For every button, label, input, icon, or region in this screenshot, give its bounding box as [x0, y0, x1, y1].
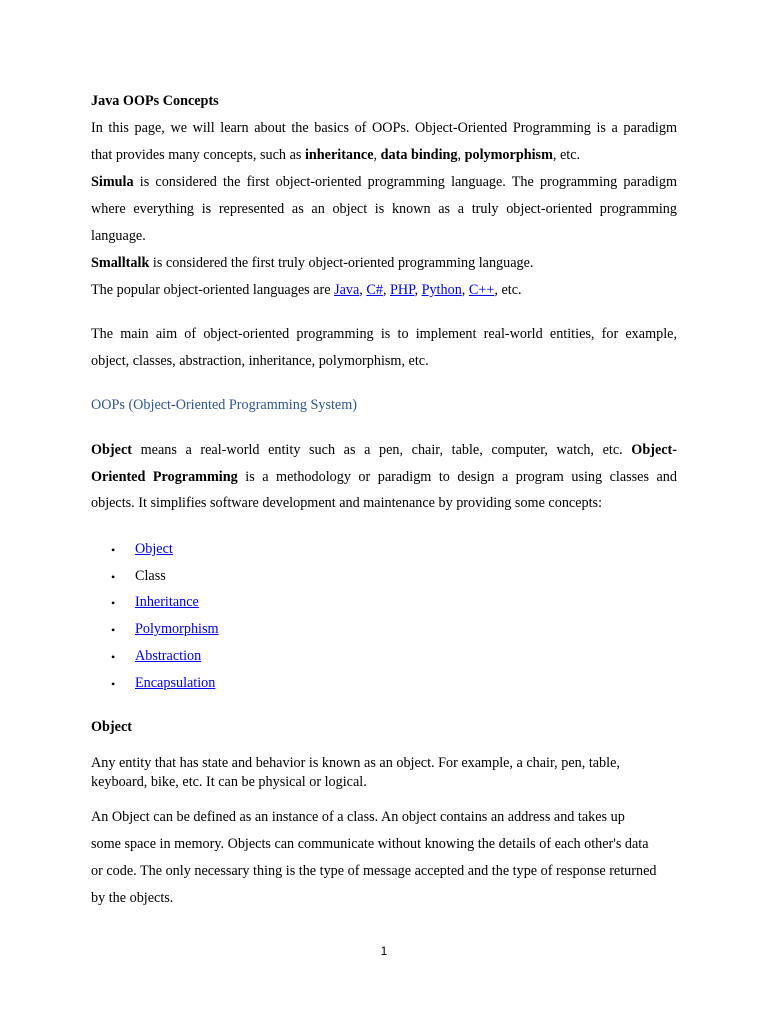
term-inheritance: inheritance [304, 147, 374, 163]
link-encapsulation[interactable]: Encapsulation [135, 675, 216, 691]
link-csharp[interactable]: C# [366, 282, 383, 298]
link-inheritance[interactable]: Inheritance [135, 594, 199, 610]
instance-line-3: or code. The only necessary thing is the type of message accepted and the type of response returned [91, 863, 657, 879]
entity-line-2: keyboard, bike, etc. It can be physical or logical. [91, 774, 367, 790]
link-polymorphism[interactable]: Polymorphism [135, 621, 219, 637]
bullet-icon: • [111, 570, 116, 584]
oops-heading: OOPs (Object-Oriented Programming System) [91, 397, 357, 413]
entity-line-1: Any entity that has state and behavior is known as an object. For example, a chair, pen, table, [91, 755, 620, 771]
bullet-icon: • [111, 677, 116, 691]
link-java[interactable]: Java [334, 282, 360, 298]
term-polymorphism: polymorphism [464, 147, 553, 163]
intro-line-2: that provides many concepts, such as inheritance, data binding, polymorphism, etc. [91, 147, 581, 163]
link-python[interactable]: Python [421, 282, 462, 298]
popular-languages-line: The popular object-oriented languages are Java, C#, PHP, Python, C++, etc. [91, 282, 522, 298]
list-item-class: Class [135, 568, 166, 584]
bullet-icon: • [111, 596, 116, 610]
main-aim-line-1: The main aim of object-oriented programming is to implement real-world entities, for example, [91, 326, 677, 342]
instance-line-4: by the objects. [91, 890, 174, 906]
smalltalk-line: Smalltalk is considered the first truly object-oriented programming language. [91, 255, 534, 271]
link-object[interactable]: Object [135, 541, 173, 557]
simula-line-3: language. [91, 228, 146, 244]
bullet-icon: • [111, 623, 116, 637]
link-cpp[interactable]: C++ [468, 282, 495, 298]
main-aim-line-2: object, classes, abstraction, inheritance, polymorphism, etc. [91, 353, 429, 369]
link-php[interactable]: PHP [390, 282, 415, 298]
bullet-icon: • [111, 543, 116, 557]
term-data-binding: data binding [380, 147, 458, 163]
bullet-icon: • [111, 650, 116, 664]
object-heading: Object [91, 719, 132, 735]
document-title: Java OOPs Concepts [91, 93, 219, 109]
object-para-line-1: Object means a real-world entity such as a pen, chair, table, computer, watch, etc. Object- [91, 442, 677, 458]
object-para-line-2: Oriented Programming is a methodology or paradigm to design a program using classes and [91, 469, 677, 485]
intro-line-1: In this page, we will learn about the basics of OOPs. Object-Oriented Programming is a paradigm [91, 120, 677, 136]
simula-line-2: where everything is represented as an object is known as a truly object-oriented programming [91, 201, 677, 217]
simula-line-1: Simula is considered the first object-oriented programming language. The programming paradigm [91, 174, 677, 190]
page-number: 1 [380, 944, 388, 958]
instance-line-1: An Object can be defined as an instance of a class. An object contains an address and takes up [91, 809, 625, 825]
link-abstraction[interactable]: Abstraction [135, 648, 202, 664]
object-para-line-3: objects. It simplifies software development and maintenance by providing some concepts: [91, 495, 603, 511]
instance-line-2: some space in memory. Objects can communicate without knowing the details of each other's data [91, 836, 649, 852]
